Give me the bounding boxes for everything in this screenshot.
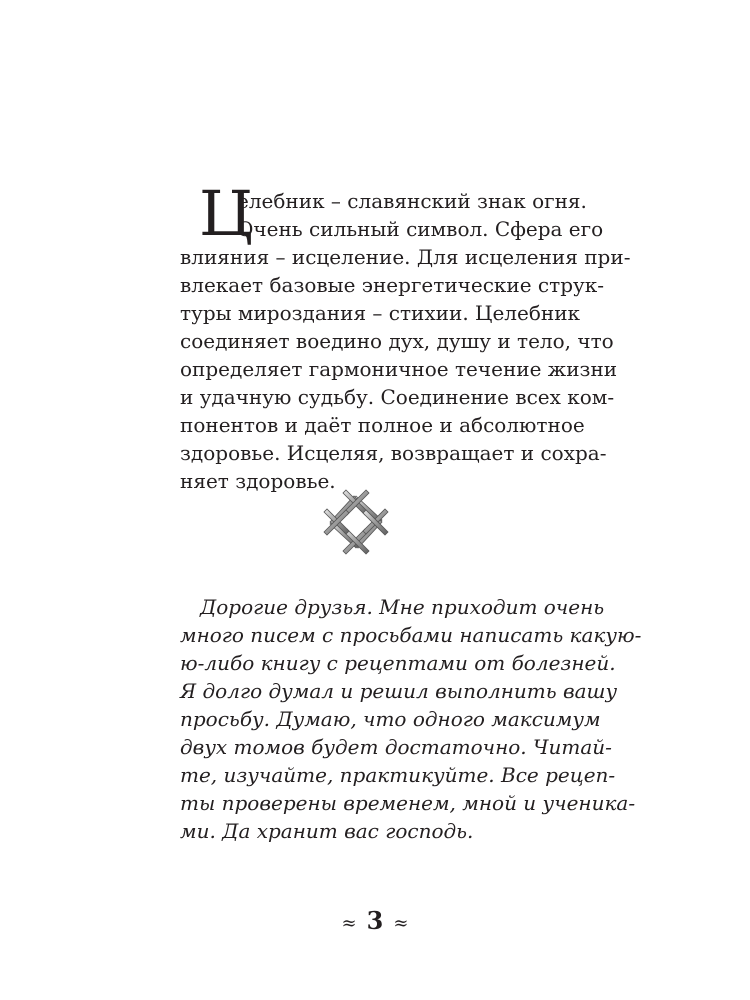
paragraph1-line-3: влияния – исцеление. Для исцеления при-: [180, 245, 631, 269]
paragraph2-line-6: двух томов будет достаточно. Читай-: [180, 735, 612, 759]
paragraph2-line-3: ю-либо книгу с рецептами от болезней.: [180, 651, 616, 675]
paragraph1-line-9: понентов и даёт полное и абсолютное: [180, 413, 585, 437]
paragraph2-line-2: много писем с просьбами написать какую-: [180, 623, 642, 647]
paragraph1-line-7: определяет гармоничное течение жизни: [180, 357, 618, 381]
page-number: 3: [366, 906, 384, 935]
paragraph1-line-8: и удачную судьбу. Соединение всех ком-: [180, 385, 615, 409]
paragraph2-line-9: ми. Да хранит вас господь.: [180, 819, 474, 843]
celebnik-symbol-icon: [316, 482, 396, 562]
paragraph2-line-5: просьбу. Думаю, что одного максимум: [180, 707, 601, 731]
paragraph1-line-4: влекает базовые энергетические струк-: [180, 273, 605, 297]
paragraph2-line-7: те, изучайте, практикуйте. Все рецеп-: [180, 763, 616, 787]
paragraph1-line-10: здоровье. Исцеляя, возвращает и сохра-: [180, 441, 607, 465]
paragraph2-line-4: Я долго думал и решил выполнить вашу: [180, 679, 618, 703]
paragraph1-line-1: елебник – славянский знак огня.: [237, 189, 587, 213]
paragraph1-line-2: Очень сильный символ. Сфера его: [237, 217, 604, 241]
left-wave-mark: ≈: [341, 913, 357, 934]
paragraph1-line-11: няет здоровье.: [180, 469, 336, 493]
drop-cap: Ц: [199, 177, 254, 250]
paragraph2-line-8: ты проверены временем, мной и ученика-: [180, 791, 636, 815]
paragraph2-line-1: Дорогие друзья. Мне приходит очень: [200, 595, 605, 619]
paragraph1-line-5: туры мироздания – стихии. Целебник: [180, 301, 581, 325]
page-number-footer: [0, 906, 750, 939]
paragraph1-line-6: соединяет воедино дух, душу и тело, что: [180, 329, 614, 353]
right-wave-mark: ≈: [393, 913, 409, 934]
